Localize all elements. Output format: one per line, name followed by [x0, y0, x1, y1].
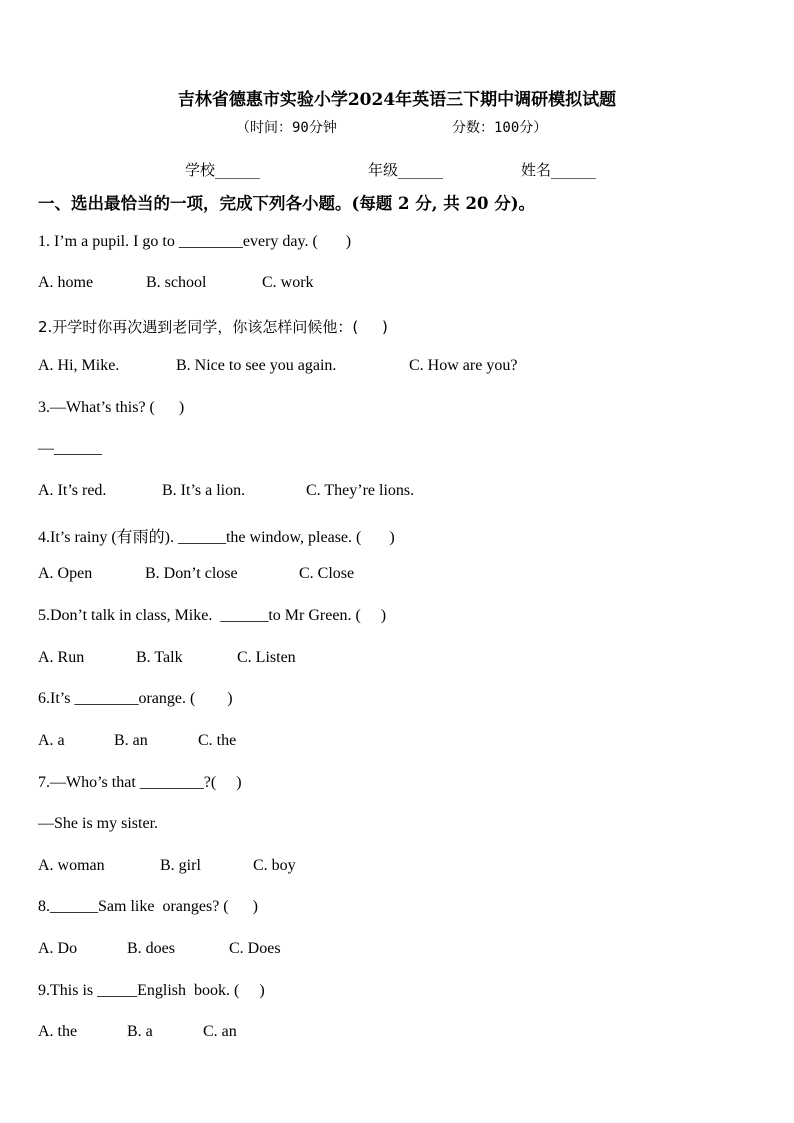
q9-option-c: C. an: [203, 1023, 237, 1040]
q3-option-b: B. It’s a lion.: [162, 482, 246, 499]
question-1-stem: 1. I’m a pupil. I go to ________every day. ( ): [38, 233, 352, 250]
q2-option-c: C. How are you?: [409, 357, 518, 374]
q9-option-b: B. a: [127, 1023, 153, 1040]
name-field: 姓名______: [521, 161, 597, 179]
q7-option-c: C. boy: [253, 857, 296, 874]
question-6-stem: 6.It’s ________orange. ( ): [38, 690, 233, 707]
q2-option-b: B. Nice to see you again.: [176, 357, 337, 374]
q6-option-a: A. a: [38, 732, 65, 749]
q5-option-a: A. Run: [38, 649, 85, 666]
exam-title: 吉林省德惠市实验小学2024年英语三下期中调研模拟试题: [177, 90, 617, 110]
q1-option-b: B. school: [146, 274, 207, 291]
q5-option-b: B. Talk: [136, 649, 183, 666]
q6-option-b: B. an: [114, 732, 148, 749]
question-3-answer-line: —______: [38, 440, 102, 457]
question-2-stem: 2.开学时你再次遇到老同学，你该怎样问候他：( ): [38, 318, 388, 336]
q8-option-b: B. does: [127, 940, 175, 957]
q9-option-a: A. the: [38, 1023, 78, 1040]
q3-option-c: C. They’re lions.: [306, 482, 415, 499]
q4-option-c: C. Close: [299, 565, 355, 582]
exam-score: 分数：100分）: [452, 120, 548, 136]
question-7-answer-line: —She is my sister.: [38, 815, 159, 832]
q6-option-c: C. the: [198, 732, 237, 749]
q3-option-a: A. It’s red.: [38, 482, 107, 499]
q5-option-c: C. Listen: [237, 649, 296, 666]
question-4-stem: 4.It’s rainy (有雨的). ______the window, please. ( ): [38, 529, 395, 546]
q8-option-a: A. Do: [38, 940, 78, 957]
question-5-stem: 5.Don’t talk in class, Mike. ______to Mr Green. ( ): [38, 607, 387, 624]
q2-option-a: A. Hi, Mike.: [38, 357, 120, 374]
q8-option-c: C. Does: [229, 940, 281, 957]
q4-option-a: A. Open: [38, 565, 93, 582]
question-3-stem: 3.—What’s this? ( ): [38, 399, 185, 416]
exam-time: （时间：90分钟: [236, 120, 337, 136]
q4-option-b: B. Don’t close: [145, 565, 238, 582]
question-9-stem: 9.This is _____English book. ( ): [38, 982, 265, 999]
school-field: 学校______: [185, 161, 261, 179]
q7-option-b: B. girl: [160, 857, 201, 874]
q1-option-c: C. work: [262, 274, 314, 291]
q1-option-a: A. home: [38, 274, 94, 291]
question-8-stem: 8.______Sam like oranges? ( ): [38, 898, 258, 915]
question-7-stem: 7.—Who’s that ________?( ): [38, 774, 242, 791]
grade-field: 年级______: [368, 161, 444, 179]
section-heading: 一、选出最恰当的一项，完成下列各小题。(每题 2 分, 共 20 分)。: [38, 194, 536, 213]
q7-option-a: A. woman: [38, 857, 105, 874]
